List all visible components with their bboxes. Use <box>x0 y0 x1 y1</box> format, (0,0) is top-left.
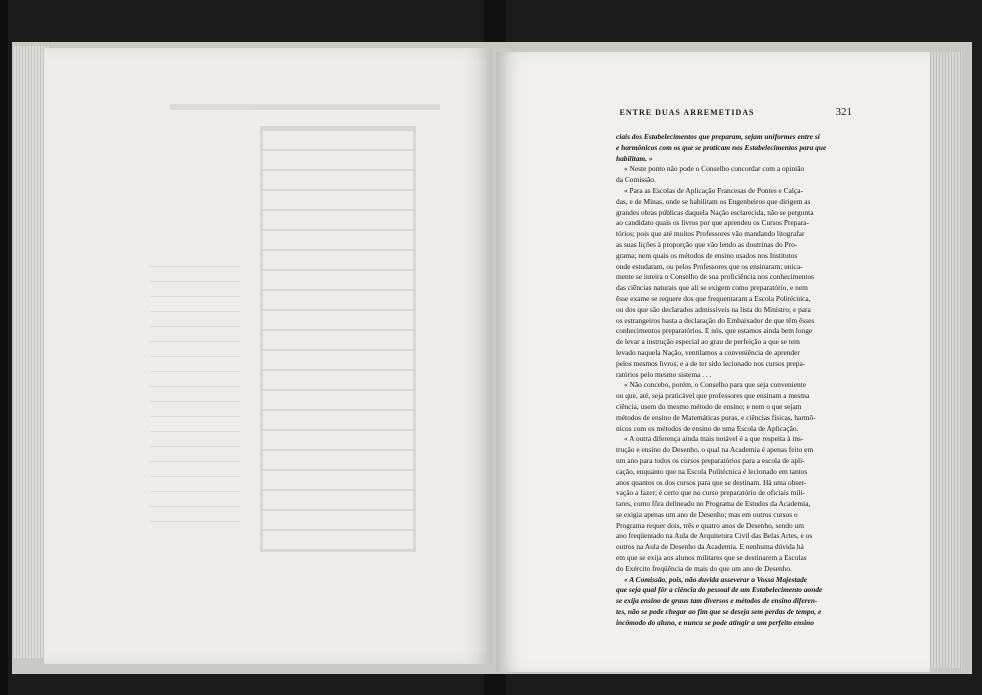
text-line: ou dos que são declarados admissíveis na lista do Ministro; e para <box>616 304 811 314</box>
text-line: ratórios pelo mesmo sistema . . . <box>616 369 712 379</box>
ghost-header-line <box>170 104 440 110</box>
text-line: pelos mesmos livros, e a de ter sido lecionado nos cursos prepa- <box>616 358 806 368</box>
scanner-edge-left <box>0 0 8 695</box>
text-line: de levar a instrução especial ao grau de perfeição a que se tem <box>616 337 800 347</box>
text-line: ao candidato quais os livros por que aprendeu os Cursos Prepara- <box>616 218 809 228</box>
text-line: das, e de Minas, onde se habilitam os Engenheiros que dirigem as <box>616 196 811 206</box>
page-number: 321 <box>835 106 852 118</box>
text-line: grama; nem quais os métodos de ensino usados nos Institutos <box>616 250 798 260</box>
text-line: ou que, até, seja praticável que professores que ensinam a mesma <box>616 391 810 401</box>
text-line: se exija ensino de graus tam diversos e métodos de ensino diferen- <box>616 596 818 606</box>
text-line: Programa requer dois, três e quatro anos de Desenho, sendo um <box>616 520 804 530</box>
text-line: as suas lições à proporção que vão lendo as doutrinas do Pro- <box>616 239 798 249</box>
text-line: trução e ensino do Desenho, o qual na Academia é apenas feito em <box>616 445 814 455</box>
page-edges-right <box>928 52 962 668</box>
text-line: os estrangeiros basta a declaração do Embaixador de que têm êsses <box>616 315 815 325</box>
text-line: nicos com os métodos de ensino de uma Escola de Aplicação. <box>616 423 799 433</box>
text-line: tares, como fôra delineado no Programa de Estudos da Academia, <box>616 499 811 509</box>
text-line: em que se exija aos alunos militares que se destinarem a Escolas <box>616 553 807 563</box>
ghost-text-column <box>150 256 240 536</box>
text-line: das ciências naturais que ali se exigem como preparatório, e nem <box>616 283 808 293</box>
text-line: « A outra diferença ainda mais notável é a que respeita à ins- <box>624 434 804 444</box>
text-line: mente se inteira o Conselho de sua proficiência nos conhecimentos <box>616 272 815 282</box>
text-line: se exigia apenas um ano de Desenho; mas em outros cursos o <box>616 509 798 519</box>
bleed-through-ghost <box>150 96 440 566</box>
text-line: êsse exame se requere dos que frequentaram a Escola Politécnica, <box>616 293 811 303</box>
text-line: ciais dos Estabelecimentos que preparam, sejam uniformes entre si <box>616 132 820 141</box>
text-line: « Para as Escolas de Aplicação Francesas de Pontes e Calça- <box>624 185 803 195</box>
text-line: ano freqüentado na Aula de Arquitetura Civil das Belas Artes, e os <box>616 531 813 541</box>
text-line: « Neste ponto não pode o Conselho concordar com a opinião <box>624 164 805 174</box>
text-line: « Não concebo, porém, o Conselho para que seja conveniente <box>624 380 807 390</box>
text-line: do Exército freqüência de mais do que um ano de Desenho. <box>616 563 792 573</box>
text-line: « A Comissão, pois, não duvida asseverar a Vossa Majestade <box>624 574 808 584</box>
text-line: incômodo do aluno, e nunca se pode atingir a um perfeito ensino <box>616 617 814 627</box>
text-line: habilitam. » <box>616 153 653 163</box>
text-line: conhecimentos preparatórios. E nós, que estamos ainda bem longe <box>616 326 813 336</box>
text-line: que seja qual fôr a ciência do pessoal de um Estabelecimento aonde <box>616 585 823 595</box>
text-line: vação a fazer; é certo que no curso preparatório de oficiais mili- <box>616 488 805 498</box>
text-line: onde estudaram, ou pelos Professores que os ensinaram; unica- <box>616 261 803 271</box>
text-line: outros na Aula de Desenho da Academia. E nenhuma dúvida há <box>616 542 804 552</box>
text-line: um ano para todos os cursos preparatórios para a escola de apli- <box>616 455 805 465</box>
text-line: levado naquela Nação, ventilamos a conveniência de aprender <box>616 347 800 357</box>
text-line: e harmônicos com os que se praticam nos Estabelecimentos para que <box>616 142 827 152</box>
body-text <box>616 132 852 629</box>
text-line: anos quantos os dos cursos para que se destinam. Há uma obser- <box>616 477 807 487</box>
text-line: tes, não se pode chegar ao fim que se deseja sem perdas de tempo, e <box>616 607 822 617</box>
running-head: ENTRE DUAS ARREMETIDAS <box>619 108 755 117</box>
text-line: grandes obras públicas daquela Nação esclarecida, não se pergunta <box>616 207 814 217</box>
text-line: métodos de ensino de Matemáticas puras, e ciências físicas, harmô- <box>616 412 816 422</box>
text-line: ciência, usem do mesmo método de ensino; e nem o que sejam <box>616 401 802 411</box>
text-line: da Comissão. <box>616 175 656 185</box>
text-line: cação, enquanto que na Escola Politécnica é lecionado em tantos <box>616 466 808 476</box>
text-line: tórios; pois que até muitos Professores vão mandando litografar <box>616 229 805 239</box>
ghost-table <box>260 126 416 552</box>
